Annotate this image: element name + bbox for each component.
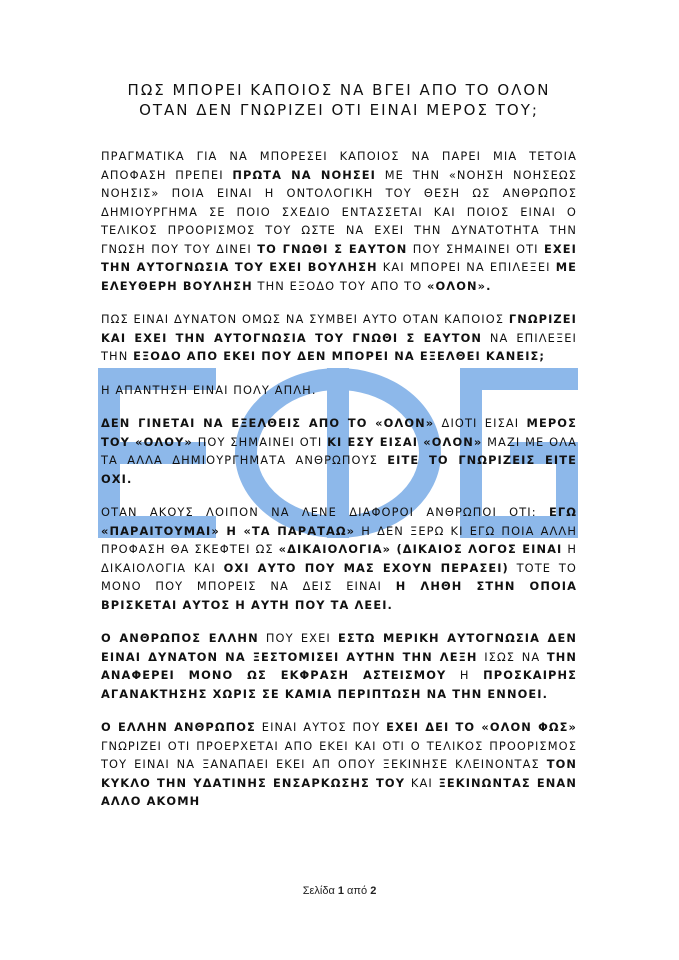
paragraphs-container xyxy=(101,147,577,811)
title-line-2: ΟΤΑΝ ΔΕΝ ΓΝΩΡΙΖΕΙ ΟΤΙ ΕΙΝΑΙ ΜΕΡΟΣ ΤΟΥ; xyxy=(139,101,539,119)
text-run: ΠΡΑΓΜΑΤΙΚΑ ΓΙΑ ΝΑ ΜΠΟΡΕΣΕΙ ΚΑΠΟΙΟΣ ΝΑ ΠΑΡΕΙ ΜΙΑ ΤΕΤΟΙΑ ΑΠΟΦΑΣΗ ΠΡΕΠΕΙ xyxy=(101,149,577,182)
bold-text-run: ΜΕ ΕΛΕΥΘΕΡΗ ΒΟΥΛΗΣΗ xyxy=(101,260,578,293)
bold-text-run: ΓΝΩΡΙΖΕΙ ΚΑΙ ΕΧΕΙ ΤΗΝ ΑΥΤΟΓΝΩΣΙΑ ΤΟΥ ΓΝΩΘΙ Σ ΕΑΥΤΟΝ xyxy=(101,312,577,345)
bold-text-run: ΔΕΝ ΓΙΝΕΤΑΙ ΝΑ ΕΞΕΛΘΕΙΣ ΑΠΟ ΤΟ «ΟΛΟΝ» xyxy=(101,416,435,430)
text-run: ΜΕ ΤΗΝ «ΝΟΗΣΗ ΝΟΗΣΕΩΣ ΝΟΗΣΙΣ» ΠΟΙΑ ΕΙΝΑΙ Η ΟΝΤΟΛΟΓΙΚΗ ΤΟΥ ΘΕΣΗ ΩΣ ΑΝΘΡΩΠΟΣ ΔΗΜΙΟΥΡΓΗΜΑ ΣΕ ΠΟΙΟ ΣΧΕΔΙΟ ΕΝΤΑΣΣΕΤΑΙ ΚΑΙ ΠΟΙΟΣ ΕΙΝΑΙ Ο ΤΕΛΙΚΟΣ ΠΡΟΟΡΙΣΜΟΣ ΤΟΥ ΩΣΤΕ ΝΑ ΕΧΕΙ ΤΗΝ ΔΥΝΑΤΟΤΗΤΑ ΤΗΝ ΓΝΩΣΗ ΠΟΥ ΤΟΥ ΔΙΝΕΙ xyxy=(101,167,578,256)
paragraph xyxy=(101,718,577,811)
paragraph xyxy=(101,310,577,366)
text-run: ΙΣΩΣ ΝΑ xyxy=(477,649,547,664)
document-body xyxy=(101,80,577,826)
bold-text-run: ΜΕΡΟΣ ΤΟΥ «ΟΛΟΥ» xyxy=(101,416,577,449)
text-run: ΤΗΝ ΕΞΟΔΟ ΤΟΥ ΑΠΟ ΤΟ xyxy=(252,278,428,293)
bold-text-run: ΕΣΤΩ ΜΕΡΙΚΗ ΑΥΤΟΓΝΩΣΙΑ ΔΕΝ ΕΙΝΑΙ ΔΥΝΑΤΟΝ ΝΑ ΞΕΣΤΟΜΙΣΕΙ ΑΥΤΗΝ ΤΗΝ ΛΕΞΗ xyxy=(101,631,577,664)
text-run: ΠΩΣ ΕΙΝΑΙ ΔΥΝΑΤΟΝ ΟΜΩΣ ΝΑ ΣΥΜΒΕΙ ΑΥΤΟ ΟΤΑΝ ΚΑΠΟΙΟΣ xyxy=(101,312,509,326)
bold-text-run: «ΟΛΟΝ». xyxy=(427,278,492,293)
paragraph xyxy=(101,414,577,488)
bold-text-run: ΠΡΩΤΑ ΝΑ ΝΟΗΣΕΙ xyxy=(232,167,376,182)
bold-text-run: ΕΙΤΕ ΤΟ ΓΝΩΡΙΖΕΙΣ ΕΙΤΕ ΟΧΙ. xyxy=(101,453,578,486)
title-line-1: ΠΩΣ ΜΠΟΡΕΙ ΚΑΠΟΙΟΣ ΝΑ ΒΓΕΙ ΑΠΟ ΤΟ ΟΛΟΝ xyxy=(127,81,551,99)
page-title xyxy=(101,80,577,120)
text-run: Η xyxy=(446,668,484,682)
text-run: ΔΙΟΤΙ ΕΙΣΑΙ xyxy=(434,416,527,430)
bold-text-run: ΤΟ ΓΝΩΘΙ Σ ΕΑΥΤΟΝ xyxy=(257,241,408,256)
footer-total-pages: 2 xyxy=(370,885,377,897)
bold-text-run: ΕΞΟΔΟ ΑΠΟ ΕΚΕΙ ΠΟΥ ΔΕΝ ΜΠΟΡΕΙ ΝΑ ΕΞΕΛΘΕΙ ΚΑΝΕΙΣ; xyxy=(133,349,546,363)
text-run: ΤΟΤΕ ΤΟ ΜΟΝΟ ΠΟΥ ΜΠΟΡΕΙΣ ΝΑ ΔΕΙΣ ΕΙΝΑΙ xyxy=(101,560,577,593)
bold-text-run: ΟΧΙ ΑΥΤΟ ΠΟΥ ΜΑΣ ΕΧΟΥΝ ΠΕΡΑΣΕΙ) xyxy=(223,560,509,575)
footer-current-page: 1 xyxy=(337,885,344,897)
text-run: ΚΑΙ ΜΠΟΡΕΙ ΝΑ ΕΠΙΛΕΞΕΙ xyxy=(377,260,556,274)
text-run: ΕΙΝΑΙ ΑΥΤΟΣ ΠΟΥ xyxy=(255,720,387,734)
bold-text-run: Ο ΑΝΘΡΩΠΟΣ ΕΛΛΗΝ xyxy=(101,631,259,645)
text-run: ΓΝΩΡΙΖΕΙ ΟΤΙ ΠΡΟΕΡΧΕΤΑΙ ΑΠΟ ΕΚΕΙ ΚΑΙ ΟΤΙ Ο ΤΕΛΙΚΟΣ ΠΡΟΟΡΙΣΜΟΣ ΤΟΥ ΕΙΝΑΙ ΝΑ ΞΑΝΑΠΑΕΙ ΕΚΕΙ ΑΠ ΟΠΟΥ ΞΕΚΙΝΗΣΕ ΚΛΕΙΝΟΝΤΑΣ xyxy=(101,738,577,771)
text-run: ΜΑΖΙ ΜΕ ΟΛΑ ΤΑ ΑΛΛΑ ΔΗΜΙΟΥΡΓΗΜΑΤΑ ΑΝΘΡΩΠΟΥΣ xyxy=(101,434,577,467)
bold-text-run: ΕΧΕΙ ΔΕΙ ΤΟ «ΟΛΟΝ ΦΩΣ» xyxy=(386,720,577,734)
bold-text-run: ΚΙ ΕΣΥ ΕΙΣΑΙ «ΟΛΟΝ» xyxy=(327,434,483,449)
text-run: ΠΟΥ ΕΧΕΙ xyxy=(258,631,339,645)
paragraph xyxy=(101,147,577,295)
bold-text-run: ΕΧΕΙ ΤΗΝ ΑΥΤΟΓΝΩΣΙΑ ΤΟΥ ΕΧΕΙ ΒΟΥΛΗΣΗ xyxy=(101,241,578,274)
footer-prefix: Σελίδα xyxy=(302,885,338,897)
text-run: ΠΟΥ ΣΗΜΑΙΝΕΙ ΟΤΙ xyxy=(192,434,328,449)
footer-middle: από xyxy=(344,885,371,897)
text-run: Η ΔΕΝ ΞΕΡΩ ΚΙ ΕΓΩ ΠΟΙΑ ΑΛΛΗ ΠΡΟΦΑΣΗ ΘΑ ΣΚΕΦΤΕΙ ΩΣ xyxy=(101,523,577,556)
bold-text-run: ΕΓΩ «ΠΑΡΑΙΤΟΥΜΑΙ» Η «ΤΑ ΠΑΡΑΤΑΩ» xyxy=(101,505,577,538)
bold-text-run: Η ΛΗΘΗ ΣΤΗΝ ΟΠΟΙΑ ΒΡΙΣΚΕΤΑΙ ΑΥΤΟΣ Η ΑΥΤΗ ΠΟΥ ΤΑ ΛΕΕΙ. xyxy=(101,579,577,612)
bold-text-run: ΠΡΟΣΚΑΙΡΗΣ ΑΓΑΝΑΚΤΗΣΗΣ ΧΩΡΙΣ ΣΕ ΚΑΜΙΑ ΠΕΡΙΠΤΩΣΗ ΝΑ ΤΗΝ ΕΝΝΟΕΙ. xyxy=(101,668,577,701)
paragraph xyxy=(101,381,577,400)
paragraph xyxy=(101,629,577,703)
bold-text-run: «ΔΙΚΑΙΟΛΟΓΙΑ» (ΔΙΚΑΙΟΣ ΛΟΓΟΣ ΕΙΝΑΙ xyxy=(278,542,563,556)
text-run: ΝΑ ΕΠΙΛΕΞΕΙ ΤΗΝ xyxy=(101,330,578,363)
bold-text-run: Ο ΕΛΛΗΝ ΑΝΘΡΩΠΟΣ xyxy=(101,720,256,734)
page-footer xyxy=(0,885,679,897)
bold-text-run: ΤΟΝ ΚΥΚΛΟ ΤΗΝ ΥΔΑΤΙΝΗΣ ΕΝΣΑΡΚΩΣΗΣ ΤΟΥ xyxy=(101,757,577,790)
text-run: Η ΑΠΑΝΤΗΣΗ ΕΙΝΑΙ ΠΟΛΥ ΑΠΛΗ. xyxy=(101,382,317,397)
paragraph xyxy=(101,503,577,614)
bold-text-run: ΤΗΝ ΑΝΑΦΕΡΕΙ ΜΟΝΟ ΩΣ ΕΚΦΡΑΣΗ ΑΣΤΕΙΣΜΟΥ xyxy=(101,649,577,682)
text-run: Η ΔΙΚΑΙΟΛΟΓΙΑ ΚΑΙ xyxy=(101,542,577,575)
bold-text-run: ΞΕΚΙΝΩΝΤΑΣ ΕΝΑΝ ΑΛΛΟ ΑΚΟΜΗ xyxy=(101,775,577,808)
text-run: ΠΟΥ ΣΗΜΑΙΝΕΙ ΟΤΙ xyxy=(407,241,545,256)
text-run: ΚΑΙ xyxy=(405,775,439,790)
text-run: ΟΤΑΝ ΑΚΟΥΣ ΛΟΙΠΟΝ ΝΑ ΛΕΝΕ ΔΙΑΦΟΡΟΙ ΑΝΘΡΩΠΟΙ ΟΤΙ: xyxy=(101,505,549,519)
